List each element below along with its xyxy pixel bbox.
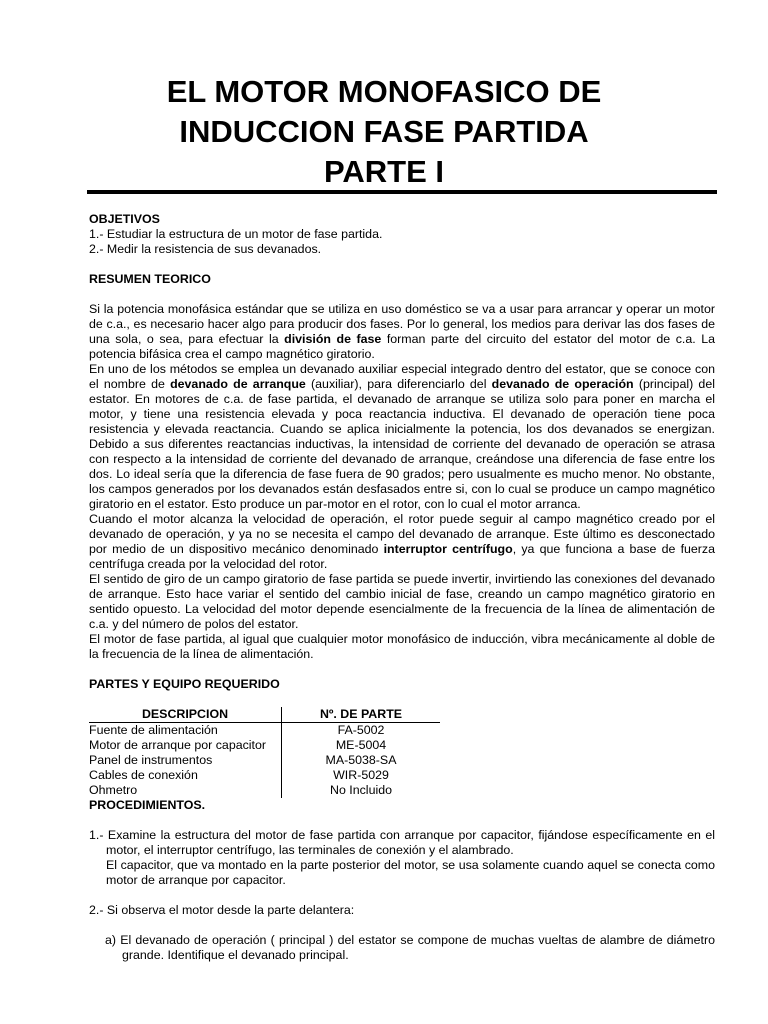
resumen-heading: RESUMEN TEORICO [89,272,211,286]
column-header-numero-parte: Nº. DE PARTE [282,707,441,723]
text-run: En uno de los métodos se emplea un devanado auxiliar especial integrado dentro del estator, que se conoce con el nombre de [89,362,715,391]
resumen-paragraph-3 [89,512,715,572]
objetivo-item-1: 1.- Estudiar la estructura de un motor de fase partida. [89,227,383,241]
bold-term-interruptor-centrifugo: interruptor centrífugo [383,542,513,556]
bold-term-devanado-arranque: devanado de arranque [170,377,306,391]
table-row [89,723,440,739]
procedimientos-heading: PROCEDIMIENTOS. [89,798,206,812]
table-row [89,768,440,783]
table-cell-numero-parte: FA-5002 [337,723,385,737]
document-title [0,72,768,192]
table-cell-descripcion: Panel de instrumentos [89,753,282,768]
parts-table-header [89,707,440,723]
document-body [89,212,715,963]
procedure-step-2: 2.- Si observa el motor desde la parte delantera: [89,903,355,917]
procedure-step-1-note: El capacitor, que va montado en la parte posterior del motor, se usa solamente cuando aquel se conecta como motor de arranque por capacitor. [106,858,715,887]
table-cell-descripcion: Ohmetro [89,783,282,798]
resumen-paragraph-4: El sentido de giro de un campo giratorio de fase partida se puede invertir, invirtiendo las conexiones del devanado de arranque. Esto hace variar el sentido del cambio inicial de fase, creando un campo magnético giratorio en sentido opuesto. La velocidad del motor depende esencialmente de la frecuencia de la línea de alimentación de c.a. y del número de polos del estator. [89,572,715,631]
bold-term-division-de-fase: división de fase [284,332,382,346]
table-cell-numero-parte: ME-5004 [335,738,387,752]
table-cell-descripcion: Fuente de alimentación [89,723,282,739]
partes-heading: PARTES Y EQUIPO REQUERIDO [89,677,280,691]
parts-table [89,707,440,798]
objetivo-item-2: 2.- Medir la resistencia de sus devanados. [89,242,322,256]
text-run: (principal) del estator. En motores de c.a. de fase partida, el devanado de arranque se utiliza solo para poner en marcha el motor, y tiene una resistencia elevada y poca reactancia inductiva. El devanado de operación tiene poca resistencia y elevada reactancia. Cuando se aplica inicialmente la potencia, los dos devanados se energizan. Debido a sus diferentes reactancias inductivas, la intensidad de corriente del devanado de operación se atrasa con respecto a la intensidad de corriente del devanado de arranque, creándose una diferencia de fase entre los dos. Lo ideal sería que la diferencia de fase fuera de 90 grados; pero usualmente es mucho menor. No obstante, los campos generados por los devanados están desfasados entre si, con lo cual se produce un campo magnético giratorio en el estator. Esto produce un par-motor en el rotor, con lo cual el motor arranca. [89,377,715,511]
text-run: Si la potencia monofásica estándar que se utiliza en uso doméstico se va a usar para arrancar y operar un motor de c.a., es necesario hacer algo para producir dos fases. Por lo general, los medios para derivar las dos fases de una sola, o sea, para efectuar la [89,302,715,346]
resumen-paragraph-1 [89,302,715,362]
title-divider [87,190,717,194]
procedure-step-2a: a) El devanado de operación ( principal ) del estator se compone de muchas vueltas de alambre de diámetro grande. Identifique el devanado principal. [105,933,715,962]
text-run: forman parte del circuito del estator del motor de c.a. La potencia bifásica crea el campo magnético giratorio. [89,332,715,361]
text-run: (auxiliar), para diferenciarlo del [305,377,492,391]
bold-term-devanado-operacion: devanado de operación [491,377,634,391]
table-cell-numero-parte: WIR-5029 [333,768,389,782]
table-row [89,753,440,768]
table-cell-numero-parte: No Incluido [330,783,392,797]
procedure-step-1: 1.- Examine la estructura del motor de fase partida con arranque por capacitor, fijándose específicamente en el motor, el interruptor centrífugo, las terminales de conexión y el alambrado. [89,828,715,857]
table-row [89,783,440,798]
title-line-2: INDUCCION FASE PARTIDA [179,114,589,149]
table-cell-numero-parte: MA-5038-SA [325,753,397,767]
table-cell-descripcion: Cables de conexión [89,768,282,783]
resumen-paragraph-2 [89,362,715,512]
text-run: , ya que funciona a base de fuerza centrífuga creada por la velocidad del rotor. [89,542,716,571]
resumen-paragraph-5: El motor de fase partida, al igual que cualquier motor monofásico de inducción, vibra mecánicamente al doble de la frecuencia de la línea de alimentación. [89,632,715,661]
table-row [89,738,440,753]
text-run: Cuando el motor alcanza la velocidad de operación, el rotor puede seguir al campo magnético creado por el devanado de operación, y ya no se necesita el campo del devanado de arranque. Este último es desconectado por medio de un dispositivo mecánico denominado [89,512,715,556]
objetivos-heading: OBJETIVOS [89,212,160,226]
title-line-3: PARTE I [324,154,444,189]
column-header-descripcion: DESCRIPCION [89,707,282,723]
table-cell-descripcion: Motor de arranque por capacitor [89,738,282,753]
title-line-1: EL MOTOR MONOFASICO DE [166,74,602,109]
